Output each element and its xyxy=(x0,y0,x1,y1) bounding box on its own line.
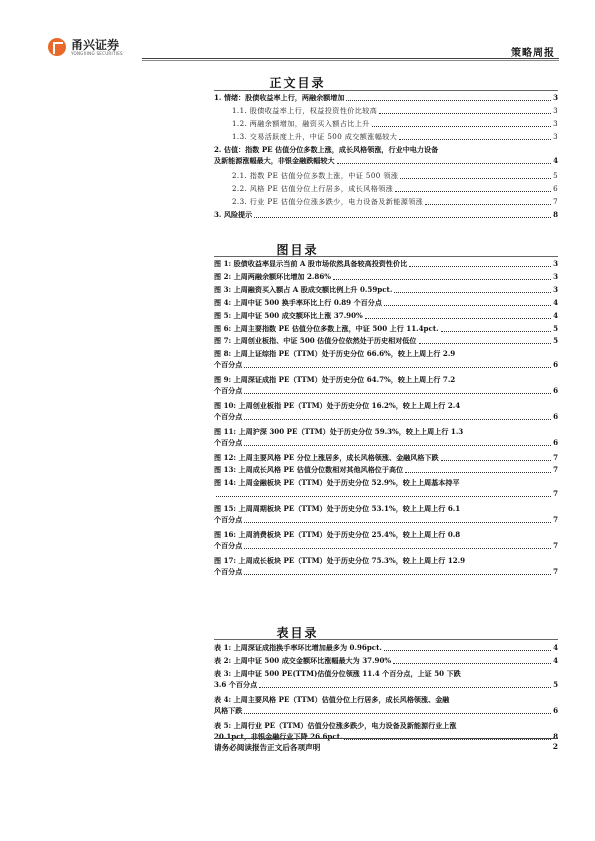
entry-page: 6 xyxy=(553,411,558,421)
toc-entry[interactable] xyxy=(232,196,558,207)
entry-label-line1: 表 3: 上周中证 500 PE(TTM)估值分位领涨 11.4 个百分点，上证 50 下跌 xyxy=(214,669,461,678)
dot-leader xyxy=(441,460,551,461)
toc-entry[interactable] xyxy=(232,105,558,116)
entry-label: 图 3: 上周融资买入额占 A 股成交额比例上升 0.59pct. xyxy=(214,284,393,294)
toc-entry[interactable] xyxy=(214,209,558,220)
toc-entry[interactable] xyxy=(214,310,558,321)
entry-label-line2: 个百分点 xyxy=(214,437,243,447)
dot-leader xyxy=(259,687,551,688)
dot-leader xyxy=(399,139,551,140)
entry-label: 图 5: 上周中证 500 成交额环比上涨 37.90% xyxy=(214,310,363,320)
entry-page: 5 xyxy=(553,171,558,180)
entry-label-line2: 个百分点 xyxy=(214,515,243,525)
logo-name-en: YONGXING SECURITIES xyxy=(71,50,123,56)
entry-page: 3 xyxy=(553,132,558,141)
entry-label-line2: 个百分点 xyxy=(214,540,243,550)
entry-page: 6 xyxy=(553,360,558,370)
figures-title: 图目录 xyxy=(276,243,319,257)
entry-label: 1.1. 股债收益率上行，权益投资性价比较高 xyxy=(232,106,378,115)
entry-label-line1: 图 9: 上周深证成指 PE（TTM）处于历史分位 64.7%，较上上周上行 7.2 xyxy=(214,375,456,385)
toc-entry[interactable] xyxy=(214,477,558,499)
entry-label: 图 13: 上周成长风格 PE 估值分位数相对其他风格位于高位 xyxy=(214,465,404,475)
entry-label-line2: 20.1pct，非银金融行业下降 26.6pct. xyxy=(214,732,343,741)
toc-entry[interactable] xyxy=(214,258,558,269)
entry-label-line1: 2. 估值：指数 PE 估值分位多数上涨，成长风格领涨，行业中电力设备 xyxy=(214,145,439,154)
logo-name: 甬兴证券 xyxy=(71,37,120,52)
toc-entry[interactable] xyxy=(214,335,558,346)
entry-page: 7 xyxy=(553,489,558,499)
entry-label-line2: 个百分点 xyxy=(214,360,243,370)
entry-label-line2: 个百分点 xyxy=(214,566,243,576)
entry-page: 3 xyxy=(553,106,558,115)
dot-leader xyxy=(393,663,551,664)
toc-entry[interactable] xyxy=(232,131,558,142)
dot-leader xyxy=(254,217,551,218)
entry-label: 2.3. 行业 PE 估值分位涨多跌少，电力设备及新能源领涨 xyxy=(232,197,424,206)
entry-page: 4 xyxy=(553,310,558,320)
entry-label: 3. 风险提示 xyxy=(214,210,253,219)
dot-leader xyxy=(244,574,551,575)
company-logo xyxy=(48,38,123,56)
entry-page: 8 xyxy=(553,732,558,741)
page-footer xyxy=(214,742,558,753)
toc-entry[interactable] xyxy=(214,503,558,525)
entry-page: 3 xyxy=(553,271,558,281)
logo-mark-icon xyxy=(48,38,66,56)
toc-entry[interactable] xyxy=(214,529,558,551)
entry-page: 4 xyxy=(553,643,558,652)
dot-leader xyxy=(337,163,551,164)
toc-entry[interactable] xyxy=(214,323,558,334)
toc-entry[interactable] xyxy=(214,144,558,166)
entry-page: 6 xyxy=(553,437,558,447)
entry-label-line1: 图 15: 上周周期板块 PE（TTM）处于历史分位 53.1%，较上上周上行 6.1 xyxy=(214,504,461,514)
entry-label-line2: 3.6 个百分点 xyxy=(214,680,258,689)
dot-leader xyxy=(384,650,551,651)
entry-label-line1: 图 14: 上周金融板块 PE（TTM）处于历史分位 52.9%，较上上周基本持平 xyxy=(214,478,460,488)
entry-page: 7 xyxy=(553,540,558,550)
entry-page: 6 xyxy=(553,706,558,715)
entry-page: 5 xyxy=(553,680,558,689)
dot-leader xyxy=(400,178,551,179)
dot-leader xyxy=(405,472,551,473)
dot-leader xyxy=(333,279,551,280)
dot-leader xyxy=(244,367,551,368)
footer-divider xyxy=(214,738,558,739)
dot-leader xyxy=(419,343,552,344)
entry-label-line2: 及新能源涨幅最大，非银金融跌幅较大 xyxy=(214,156,335,165)
entry-page: 3 xyxy=(553,259,558,268)
toc-title: 正文目录 xyxy=(269,76,326,90)
toc-entry[interactable] xyxy=(214,400,558,422)
entry-page: 7 xyxy=(553,197,558,206)
entry-label-line1: 图 8: 上周上证综指 PE（TTM）处于历史分位 66.6%，较上上周上行 2.9 xyxy=(214,349,456,359)
entry-page: 7 xyxy=(553,465,558,475)
entry-label: 1. 情绪：股债收益率上行，两融余额增加 xyxy=(214,93,345,102)
entry-label: 图 12: 上周主要风格 PE 分位上涨居多，成长风格领涨、金融风格下跌 xyxy=(214,452,439,462)
entry-label-line2: 风格下跌 xyxy=(214,706,243,715)
toc-entry[interactable] xyxy=(214,642,558,653)
toc-entry[interactable] xyxy=(232,118,558,129)
entry-page: 4 xyxy=(553,156,558,165)
entry-page: 7 xyxy=(553,515,558,525)
dot-leader xyxy=(409,266,551,267)
toc-entry[interactable] xyxy=(214,426,558,448)
dot-leader xyxy=(425,204,551,205)
entry-label-line1: 图 16: 上周消费板块 PE（TTM）处于历史分位 25.4%，较上上周上行 0.8 xyxy=(214,529,461,539)
entry-label: 表 2: 上周中证 500 成交金额环比涨幅最大为 37.90% xyxy=(214,656,392,665)
entry-page: 4 xyxy=(553,297,558,307)
dot-leader xyxy=(244,419,551,420)
entry-page: 7 xyxy=(553,566,558,576)
toc-divider xyxy=(214,90,558,91)
toc-entry[interactable] xyxy=(214,655,558,666)
entry-label: 图 4: 上周中证 500 换手率环比上行 0.89 个百分点 xyxy=(214,297,382,307)
toc-entry[interactable] xyxy=(214,464,558,475)
entry-label: 图 2: 上周两融余额环比增加 2.86% xyxy=(214,271,332,281)
entry-page: 6 xyxy=(553,386,558,396)
dot-leader xyxy=(372,126,551,127)
footer-disclaimer: 请务必阅读报告正文后各项声明 xyxy=(214,743,321,752)
figures-divider xyxy=(214,256,558,257)
toc-entry[interactable] xyxy=(214,694,558,716)
entry-label-line2: 个百分点 xyxy=(214,386,243,396)
entry-page: 5 xyxy=(553,323,558,333)
toc-entry[interactable] xyxy=(214,92,558,103)
entry-label: 2.2. 风格 PE 估值分位上行居多，成长风格领涨 xyxy=(232,184,394,193)
toc-entry[interactable] xyxy=(232,183,558,194)
toc-entry[interactable] xyxy=(214,668,558,690)
entry-label: 1.2. 两融余额增加，融资买入额占比上升 xyxy=(232,119,370,128)
page-number: 2 xyxy=(552,742,558,751)
entry-page: 5 xyxy=(553,336,558,346)
tables-divider xyxy=(214,639,558,640)
dot-leader xyxy=(244,393,551,394)
entry-page: 3 xyxy=(553,93,558,102)
entry-label-line1: 图 17: 上周成长板块 PE（TTM）处于历史分位 75.3%，较上上周上行 12.9 xyxy=(214,555,466,565)
dot-leader xyxy=(394,292,551,293)
entry-label-line1: 表 4: 上周主要风格 PE（TTM）估值分位上行居多，成长风格领涨、金融 xyxy=(214,695,450,704)
dot-leader xyxy=(344,739,551,740)
dot-leader xyxy=(244,445,551,446)
entry-label-line1: 表 5: 上周行业 PE（TTM）估值分位涨多跌少，电力设备及新能源行业上涨 xyxy=(214,721,457,730)
toc-entry[interactable] xyxy=(214,284,558,295)
dot-leader xyxy=(244,713,551,714)
toc-entry[interactable] xyxy=(214,348,558,370)
tables-title: 表目录 xyxy=(276,626,319,640)
entry-label-line2: 个百分点 xyxy=(214,411,243,421)
entry-page: 4 xyxy=(553,656,558,665)
header-divider-thin xyxy=(142,60,559,61)
dot-leader xyxy=(346,100,551,101)
toc-entry[interactable] xyxy=(214,271,558,282)
dot-leader xyxy=(365,318,551,319)
entry-label: 1.3. 交易活跃度上升，中证 500 成交额涨幅较大 xyxy=(232,132,398,141)
entry-page: 7 xyxy=(553,452,558,462)
toc-entry[interactable] xyxy=(232,170,558,181)
dot-leader xyxy=(441,331,551,332)
report-type: 策略周报 xyxy=(511,48,555,59)
dot-leader xyxy=(216,496,551,497)
entry-page: 3 xyxy=(553,119,558,128)
entry-label: 表 1: 上周深证成指换手率环比增加最多为 0.96pct. xyxy=(214,643,382,652)
toc-entry[interactable] xyxy=(214,374,558,396)
toc-entry[interactable] xyxy=(214,297,558,308)
toc-entry[interactable] xyxy=(214,452,558,463)
page-header xyxy=(36,38,559,68)
header-divider xyxy=(142,58,559,59)
entry-page: 6 xyxy=(553,184,558,193)
toc-entry[interactable] xyxy=(214,555,558,577)
dot-leader xyxy=(395,191,551,192)
entry-label: 图 1: 股债收益率显示当前 A 股市场依然具备较高投资性价比 xyxy=(214,259,408,268)
entry-page: 3 xyxy=(553,284,558,294)
dot-leader xyxy=(244,548,551,549)
dot-leader xyxy=(379,113,551,114)
dot-leader xyxy=(244,522,551,523)
dot-leader xyxy=(384,305,551,306)
entry-label: 2.1. 指数 PE 估值分位多数上涨，中证 500 领涨 xyxy=(232,171,399,180)
entry-label: 图 6: 上周主要指数 PE 估值分位多数上涨，中证 500 上行 11.4pct. xyxy=(214,323,439,333)
entry-label-line1: 图 11: 上周沪深 300 PE（TTM）处于历史分位 59.3%，较上上周上行 1.3 xyxy=(214,426,464,436)
entry-page: 8 xyxy=(553,210,558,219)
entry-label: 图 7: 上周创业板指、中证 500 估值分位依然处于历史相对低位 xyxy=(214,336,417,346)
entry-label-line1: 图 10: 上周创业板指 PE（TTM）处于历史分位 16.2%，较上上周上行 2.4 xyxy=(214,400,461,410)
